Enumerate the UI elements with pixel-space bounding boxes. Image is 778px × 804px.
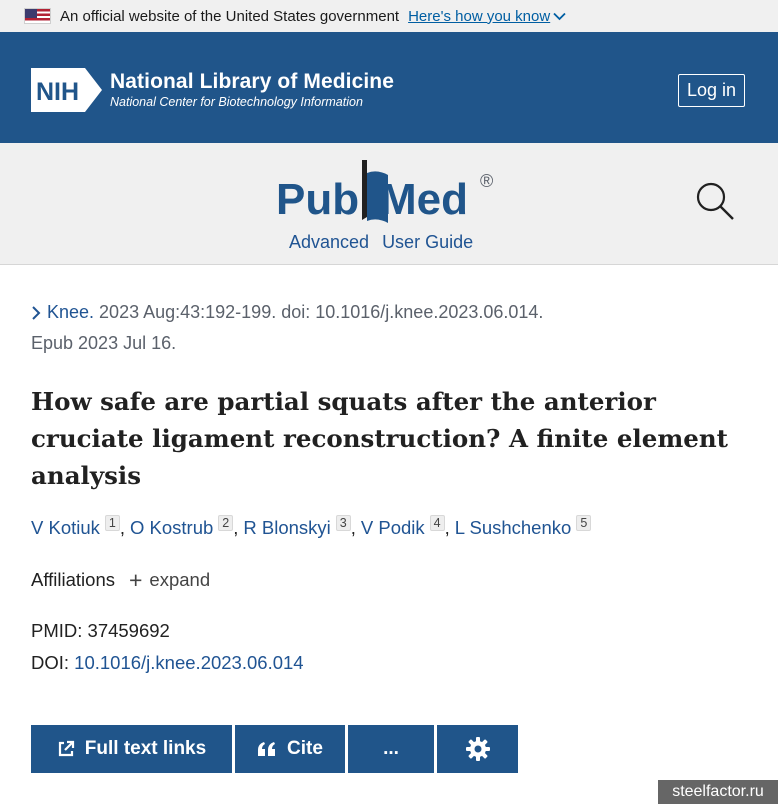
registered-mark: ®	[480, 171, 494, 191]
pmid-value: 37459692	[87, 620, 170, 641]
gov-banner	[0, 0, 778, 32]
search-icon[interactable]	[694, 180, 736, 222]
epub-date: Epub 2023 Jul 16.	[31, 333, 177, 353]
action-buttons	[31, 725, 521, 773]
user-guide-link[interactable]: User Guide	[382, 232, 474, 252]
affiliation-number[interactable]: 2	[218, 515, 233, 531]
login-button[interactable]: Log in	[678, 74, 745, 107]
plus-icon: +	[128, 567, 143, 593]
nih-badge-icon	[31, 68, 102, 112]
journal-link[interactable]: Knee.	[47, 302, 95, 322]
ncbi-subtitle: National Center for Biotechnology Information	[110, 95, 363, 109]
author-link[interactable]: O Kostrub	[130, 517, 214, 538]
nlm-title: National Library of Medicine	[110, 70, 395, 93]
expand-label: expand	[149, 569, 211, 590]
settings-button[interactable]	[437, 725, 518, 773]
doi-link[interactable]: 10.1016/j.knee.2023.06.014	[74, 652, 304, 673]
citation	[31, 297, 543, 359]
gov-banner-text: An official website of the United States government	[60, 7, 400, 25]
doi-label: DOI:	[31, 652, 70, 673]
more-actions-button[interactable]: ...	[348, 725, 434, 773]
pubmed-book-icon	[362, 160, 367, 220]
affiliation-number[interactable]: 4	[430, 515, 445, 531]
author-list: V Kotiuk 1 , O Kostrub 2 , R Blonskyi 3 , V Podik 4 , L Sushchenko 5	[31, 517, 591, 539]
quote-icon	[257, 741, 277, 757]
citation-details: 2023 Aug:43:192-199. doi: 10.1016/j.knee.2023.06.014.	[99, 302, 544, 322]
author-link[interactable]: R Blonskyi	[243, 517, 331, 538]
affiliations-row	[31, 569, 210, 591]
author-link[interactable]: V Kotiuk	[31, 517, 100, 538]
affiliations-label: Affiliations	[31, 569, 115, 590]
advanced-search-link[interactable]: Advanced	[289, 232, 370, 252]
nih-logo[interactable]	[31, 68, 394, 112]
watermark: steelfactor.ru	[658, 780, 778, 804]
pmid-label: PMID:	[31, 620, 83, 641]
nih-header	[0, 32, 778, 143]
affiliation-number[interactable]: 3	[336, 515, 351, 531]
affiliation-number[interactable]: 1	[105, 515, 120, 531]
chevron-down-icon	[553, 12, 566, 21]
affiliation-number[interactable]: 5	[576, 515, 591, 531]
nih-badge-text: NIH	[36, 78, 80, 106]
gear-icon	[465, 736, 491, 762]
pubmed-logo-med: Med	[380, 175, 468, 224]
article-identifiers	[31, 615, 304, 679]
affiliations-expand-button[interactable]	[129, 569, 210, 591]
author-link[interactable]: V Podik	[360, 517, 425, 538]
full-text-links-label: Full text links	[84, 738, 207, 759]
pubmed-bar	[0, 143, 778, 265]
full-text-links-button[interactable]	[31, 725, 232, 773]
us-flag-icon	[24, 8, 51, 24]
external-link-icon	[57, 740, 75, 758]
pubmed-logo-pub: Pub	[276, 175, 360, 224]
article-title: How safe are partial squats after the anterior cruciate ligament reconstruction? A finite element analysis	[31, 387, 728, 490]
how-you-know-link[interactable]	[408, 8, 566, 25]
how-you-know-label: Here's how you know	[408, 7, 551, 25]
author-link[interactable]: L Sushchenko	[454, 517, 572, 538]
pubmed-logo[interactable]	[276, 157, 502, 227]
cite-label: Cite	[287, 738, 323, 759]
chevron-right-icon[interactable]	[31, 305, 41, 321]
cite-button[interactable]	[235, 725, 345, 773]
